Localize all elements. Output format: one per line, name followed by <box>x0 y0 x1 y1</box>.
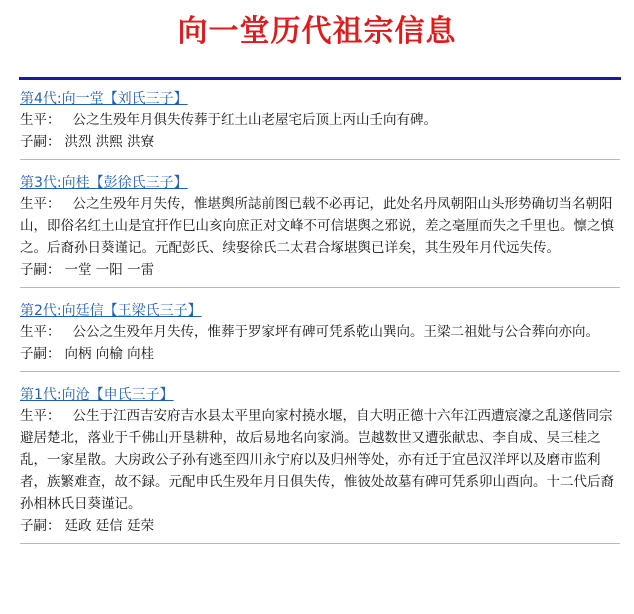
generation-entry-4 <box>20 88 620 160</box>
children-names: 向柄 向榆 向桂 <box>64 346 155 362</box>
generation-link-3[interactable]: 第3代:向桂【彭徐氏三子】 <box>20 175 188 191</box>
children-names: 廷政 廷信 廷荣 <box>64 518 155 534</box>
children-text <box>20 515 620 537</box>
life-text <box>20 405 620 515</box>
children-label: 子嗣： <box>20 518 61 534</box>
generation-entry-3 <box>20 172 620 288</box>
life-text <box>20 193 620 259</box>
children-text <box>20 343 620 365</box>
life-label: 生平： <box>20 324 61 340</box>
generation-link-2[interactable]: 第2代:向廷信【王梁氏三子】 <box>20 303 202 319</box>
life-text <box>20 109 620 131</box>
generation-entry-2 <box>20 300 620 372</box>
generation-link-1[interactable]: 第1代:向沧【申氏三子】 <box>20 387 174 403</box>
children-label: 子嗣： <box>20 346 61 362</box>
children-text <box>20 131 620 153</box>
generation-entry-1 <box>20 384 620 544</box>
generation-link-4[interactable]: 第4代:向一堂【刘氏三子】 <box>20 91 188 107</box>
life-text <box>20 321 620 343</box>
children-names: 一堂 一阳 一雷 <box>64 262 155 278</box>
page-title: 向一堂历代祖宗信息 <box>177 14 457 49</box>
life-label: 生平： <box>20 196 61 212</box>
life-description: 公公之生殁年月失传，惟葬于罗家坪有碑可凭系乾山巽向。王梁二祖妣与公合葬向亦向。 <box>72 324 599 340</box>
title-divider <box>19 77 621 80</box>
life-description: 公之生殁年月俱失传葬于红土山老屋宅后顶上丙山壬向有碑。 <box>72 112 437 128</box>
generation-list <box>20 88 620 556</box>
children-label: 子嗣： <box>20 262 61 278</box>
children-label: 子嗣： <box>20 134 61 150</box>
life-label: 生平： <box>20 408 61 424</box>
life-description: 公之生殁年月失传，惟堪舆所誌前图已载不必再记，此处名丹凤朝阳山头形势确切当名朝阳山，即俗名红土山是宜扞作巳山亥向庶正对文峰不可信堪舆之邪说，差之毫厘而失之千里也。懔之慎之。后裔孙日葵谨记。元配彭氏、续娶徐氏二太君合塚堪舆已详矣，其生殁年月代远失传。 <box>20 196 614 256</box>
life-description: 公生于江西吉安府吉水县太平里向家村撓水堰，自大明正德十六年江西遭宸濠之乱遂偕同宗避居楚北，落业于千佛山开垦耕种，故后易地名向家淌。岂越数世又遭张献忠、李自成、吴三桂之乱，一家星散。大房政公子孙有逃至四川永宁府以及归州等处，亦有迁于宜邑汉洋坪以及磨市监利者，族繁难查，故不録。元配申氏生殁年月日俱失传，惟彼处故墓有碑可凭系卯山酉向。十二代后裔孙相林氏日葵谨记。 <box>20 408 614 512</box>
children-names: 洪烈 洪熙 洪寮 <box>64 134 155 150</box>
life-label: 生平： <box>20 112 61 128</box>
children-text <box>20 259 620 281</box>
